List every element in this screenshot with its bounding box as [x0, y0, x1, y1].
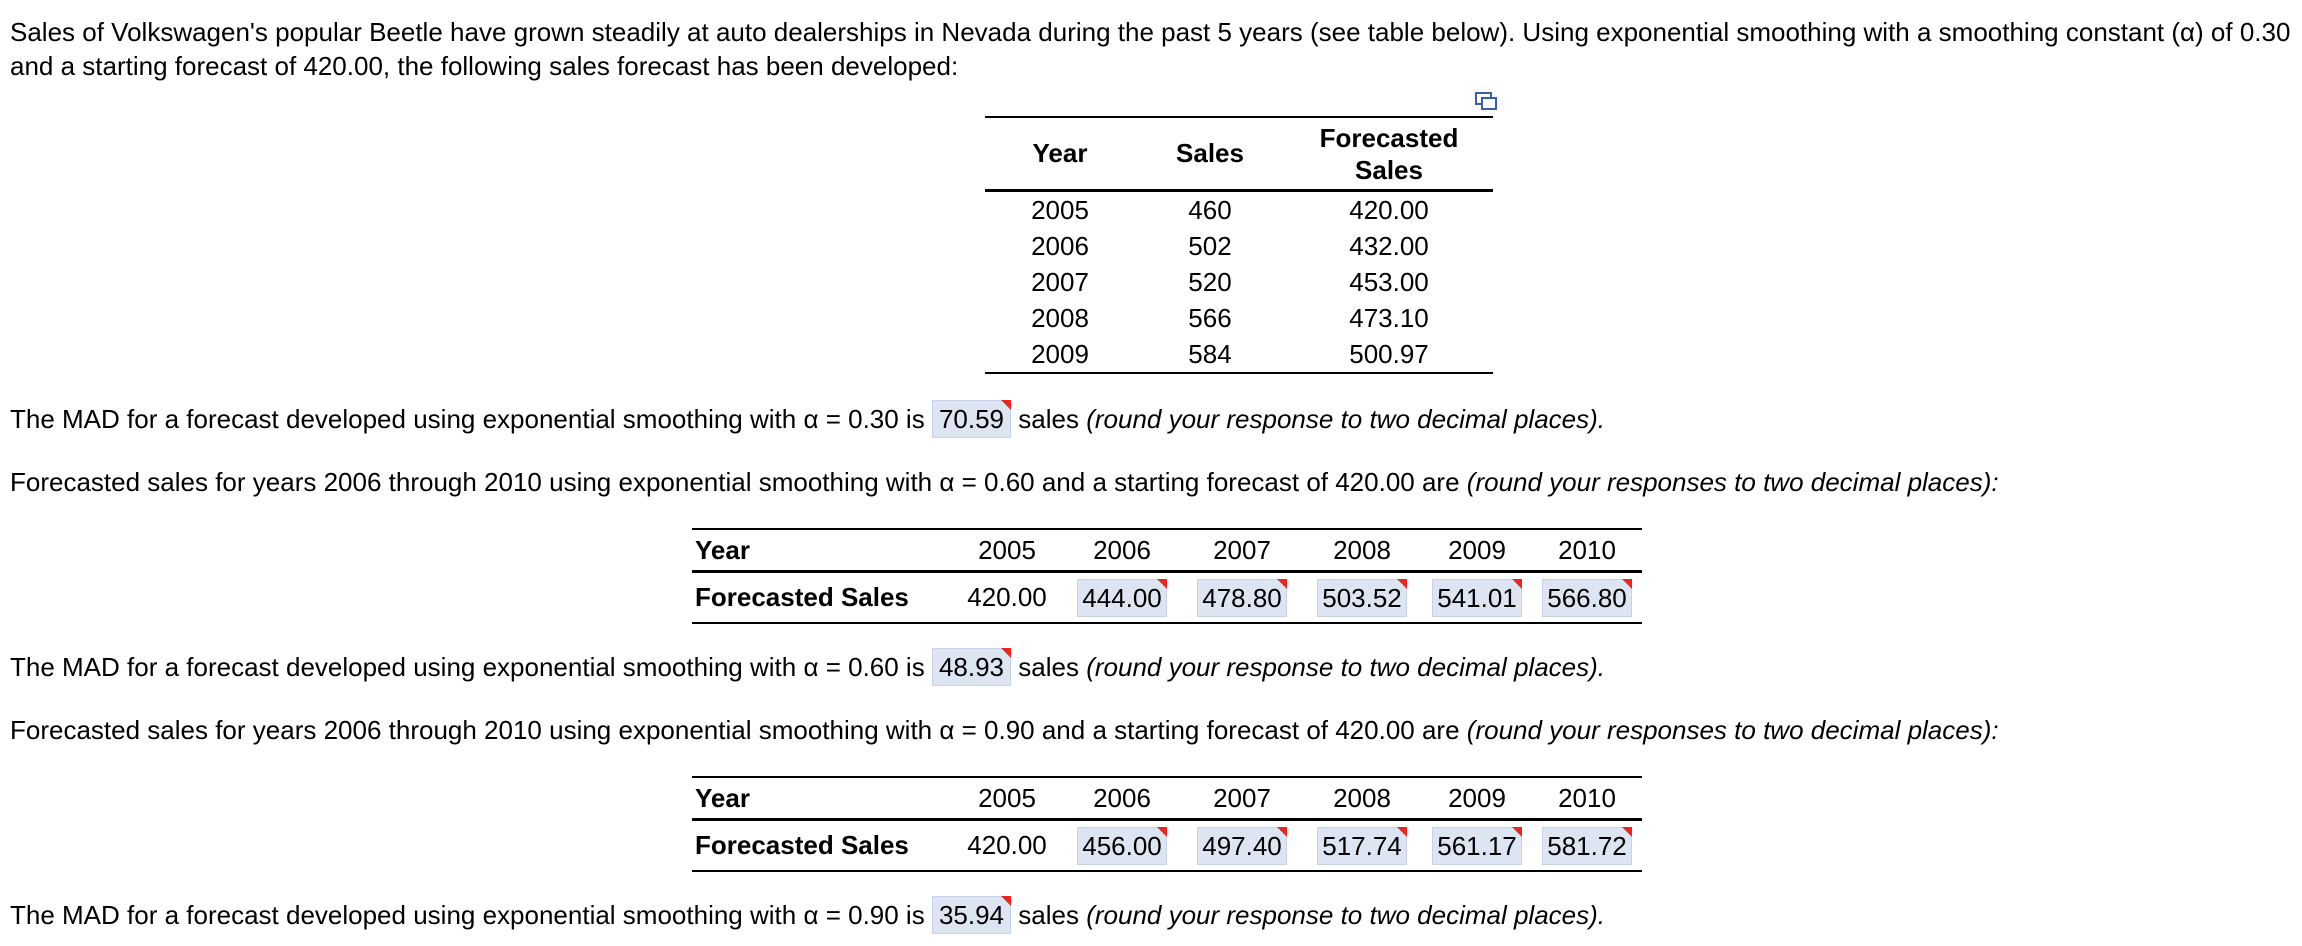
year-row-label: Year [695, 782, 750, 813]
forecast-input[interactable]: 444.00 [1077, 579, 1167, 617]
forecast-table-060 [692, 528, 1642, 624]
cell-forecast: 500.97 [1349, 339, 1429, 369]
intro-line-1: Sales of Volkswagen's popular Beetle have grown steadily at auto dealerships in Nevada during the past 5 years (see table below). Using exponential smoothing with a smoothing constant (α) of 0.30 [10, 17, 2291, 47]
mad-line-090 [10, 896, 1605, 934]
cell-year: 2009 [1031, 338, 1089, 369]
forecast-input[interactable]: 561.17 [1432, 827, 1522, 865]
table-row [985, 264, 1493, 300]
forecast-input[interactable]: 566.80 [1542, 579, 1632, 617]
forecast-input[interactable]: 497.40 [1197, 827, 1287, 865]
cell-year: 2007 [1031, 266, 1089, 297]
mad-note: (round your response to two decimal places). [1086, 404, 1606, 434]
mad-prefix: The MAD for a forecast developed using exponential smoothing with α = 0.30 is [10, 404, 925, 434]
year-row [692, 530, 1642, 573]
cell-sales: 566 [1188, 302, 1232, 333]
mad-prefix: The MAD for a forecast developed using exponential smoothing with α = 0.90 is [10, 900, 925, 930]
mad-answer-input[interactable]: 70.59 [932, 400, 1011, 438]
forecast-note: (round your responses to two decimal places): [1466, 715, 1999, 745]
forecast-input[interactable]: 581.72 [1542, 827, 1632, 865]
table-row [985, 300, 1493, 336]
cell-forecast: 432.00 [1349, 231, 1429, 261]
forecast-table-090 [692, 776, 1642, 872]
cell-forecast: 473.10 [1349, 303, 1429, 333]
forecast-text: Forecasted sales for years 2006 through 2010 using exponential smoothing with α = 0.60 and a starting forecast of 420.00 are [10, 467, 1460, 497]
mad-note: (round your response to two decimal places). [1086, 652, 1606, 682]
mad-prefix: The MAD for a forecast developed using exponential smoothing with α = 0.60 is [10, 652, 925, 682]
mad-suffix: sales [1018, 900, 1079, 930]
year-cell: 2008 [1333, 534, 1391, 565]
year-row-label: Year [695, 534, 750, 565]
cell-year: 2005 [1031, 194, 1089, 225]
cell-sales: 520 [1188, 266, 1232, 297]
year-cell: 2010 [1558, 534, 1616, 565]
forecast-line-090 [10, 713, 1999, 747]
forecast-note: (round your responses to two decimal places): [1466, 467, 1999, 497]
mad-note: (round your response to two decimal places). [1086, 900, 1606, 930]
cell-forecast: 453.00 [1349, 267, 1429, 297]
forecast-cell: 420.00 [967, 582, 1047, 612]
cell-sales: 460 [1188, 194, 1232, 225]
year-cell: 2010 [1558, 782, 1616, 813]
copy-icon[interactable] [1475, 92, 1497, 110]
year-cell: 2008 [1333, 782, 1391, 813]
cell-year: 2008 [1031, 302, 1089, 333]
mad-answer-input[interactable]: 35.94 [932, 896, 1011, 934]
forecast-text: Forecasted sales for years 2006 through 2010 using exponential smoothing with α = 0.90 and a starting forecast of 420.00 are [10, 715, 1460, 745]
header-sales: Sales [1176, 138, 1244, 168]
forecast-row-label: Forecasted Sales [695, 582, 909, 612]
table-row [985, 192, 1493, 228]
header-year: Year [1032, 138, 1088, 168]
table-row [985, 336, 1493, 372]
year-cell: 2006 [1093, 782, 1151, 813]
year-cell: 2009 [1448, 782, 1506, 813]
cell-forecast: 420.00 [1349, 195, 1429, 225]
year-cell: 2006 [1093, 534, 1151, 565]
mad-suffix: sales [1018, 652, 1079, 682]
header-forecasted-sales [1285, 122, 1493, 186]
header-forecasted-line2: Sales [1355, 154, 1423, 185]
forecast-row [692, 573, 1642, 622]
year-cell: 2005 [978, 782, 1036, 813]
sales-table-header [985, 118, 1493, 192]
forecast-row [692, 821, 1642, 870]
forecast-input[interactable]: 541.01 [1432, 579, 1522, 617]
forecast-row-label: Forecasted Sales [695, 830, 909, 860]
forecast-input[interactable]: 456.00 [1077, 827, 1167, 865]
cell-year: 2006 [1031, 230, 1089, 261]
year-cell: 2007 [1213, 534, 1271, 565]
mad-line-060 [10, 648, 1605, 686]
mad-answer-input[interactable]: 48.93 [932, 648, 1011, 686]
year-cell: 2009 [1448, 534, 1506, 565]
cell-sales: 584 [1188, 338, 1232, 369]
year-cell: 2007 [1213, 782, 1271, 813]
forecast-line-060 [10, 465, 1999, 499]
forecast-cell: 420.00 [967, 830, 1047, 860]
forecast-input[interactable]: 517.74 [1317, 827, 1407, 865]
year-cell: 2005 [978, 534, 1036, 565]
sales-table [985, 116, 1493, 374]
header-forecasted-line1: Forecasted [1319, 122, 1459, 153]
mad-suffix: sales [1018, 404, 1079, 434]
intro-line-2: and a starting forecast of 420.00, the following sales forecast has been developed: [10, 51, 959, 81]
forecast-input[interactable]: 478.80 [1197, 579, 1287, 617]
year-row [692, 778, 1642, 821]
table-row [985, 228, 1493, 264]
forecast-input[interactable]: 503.52 [1317, 579, 1407, 617]
mad-line-030 [10, 400, 1605, 438]
cell-sales: 502 [1188, 230, 1232, 261]
